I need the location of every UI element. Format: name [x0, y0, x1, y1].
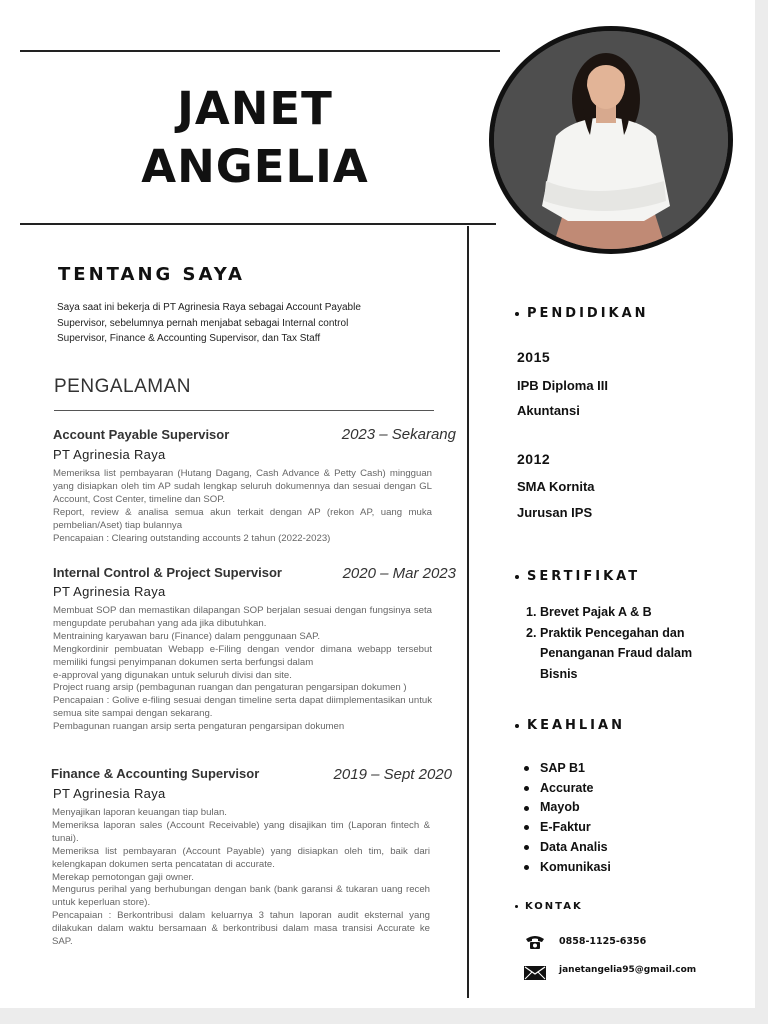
job-title: Finance & Accounting Supervisor	[51, 766, 260, 781]
education-title: PENDIDIKAN	[527, 306, 649, 321]
certificate-list	[526, 602, 726, 684]
bullet-dot	[524, 845, 529, 850]
certificate-line: Bisnis	[540, 666, 578, 681]
skill-item	[524, 798, 611, 818]
skill-list	[524, 759, 611, 877]
skill-name: Data Analis	[540, 839, 608, 854]
job-description	[52, 807, 430, 949]
about-line: Saya saat ini bekerja di PT Agrinesia Raya sebagai Account Payable	[57, 302, 361, 313]
certificate-number: 1.	[526, 605, 537, 619]
job-desc-text: Menyajikan laporan keuangan tiap bulan. Memeriksa laporan sales (Account Receivable) yang disajikan tim (Laporan fintech & tunai). Memeriksa list pembayaran (Account Payable) yang disiapkan oleh tim, baik dari kelengkapan dokumen serta pencatatan di accurate. Merekap pemotongan gaji owner. Mengurus perihal yang berhubungan dengan bank (bank garansi & tukaran uang receh untuk keperluan store). Pencapaian : Berkontribusi dalam keluarnya 3 tahun laporan audit eksternal yang dilakukan dalam waktu bersamaan & berkontribusi dalam masa transisi Accurate ke SAP.	[52, 807, 430, 948]
skill-item	[524, 818, 611, 838]
skill-item	[524, 858, 611, 878]
education-heading	[515, 306, 649, 321]
experience-divider	[54, 410, 434, 411]
about-line: Supervisor, sebelumnya pernah menjabat sebagai Internal control	[57, 317, 349, 329]
job-date: 2020 – Mar 2023	[342, 565, 456, 582]
job-date: 2023 – Sekarang	[341, 426, 456, 443]
bullet-dot	[524, 825, 529, 830]
job-desc-text: Memeriksa list pembayaran (Hutang Dagang, Cash Advance & Petty Cash) mingguan yang disiapkan oleh tim AP sudah lengkap seluruh dokumennya dan sesuai dengan GL Account, Cost Center, timeline dan SOP. Report, review & analisa semua akun terkait dengan AP (rekon AP, uang muka pembelian/Aset) tiap bulannya Pencapaian : Clearing outstanding accounts 2 tahun (2022-2023)	[53, 468, 432, 544]
bullet-dot	[515, 312, 519, 316]
bullet-dot	[524, 865, 529, 870]
job-title: Internal Control & Project Supervisor	[53, 565, 282, 580]
contact-phone[interactable]: 0858-1125-6356	[559, 936, 647, 947]
job-company: PT Agrinesia Raya	[53, 447, 166, 462]
skill-name: SAP B1	[540, 761, 585, 775]
education-year: 2015	[517, 349, 551, 365]
education-school: SMA Kornita	[517, 479, 595, 494]
skill-item	[524, 779, 611, 799]
phone-icon	[524, 934, 546, 950]
contact-email[interactable]: janetangelia95@gmail.com	[559, 965, 697, 975]
bullet-dot	[515, 905, 518, 908]
contact-title: KONTAK	[525, 901, 583, 912]
job-company: PT Agrinesia Raya	[53, 786, 166, 801]
bullet-dot	[524, 766, 529, 771]
about-line: Supervisor, Finance & Accounting Supervisor, dan Tax Staff	[57, 333, 321, 344]
skill-name: Mayob	[540, 800, 580, 815]
skill-name: E-Faktur	[540, 820, 591, 835]
header-bottom-divider	[20, 223, 496, 225]
about-heading: TENTANG SAYA	[58, 264, 245, 285]
bullet-dot	[524, 806, 529, 811]
job-date: 2019 – Sept 2020	[333, 766, 452, 783]
job-description	[53, 468, 432, 545]
education-major: Jurusan IPS	[517, 505, 593, 520]
envelope-icon	[524, 965, 546, 979]
contact-heading	[515, 901, 583, 912]
last-name: ANGELIA	[141, 140, 369, 193]
header-top-divider	[20, 50, 500, 52]
bullet-dot	[515, 575, 519, 579]
profile-photo	[489, 26, 733, 254]
experience-heading: PENGALAMAN	[54, 376, 191, 397]
education-major: Akuntansi	[517, 403, 580, 418]
certificate-name: Brevet Pajak A & B	[540, 605, 652, 619]
certificates-title: SERTIFIKAT	[527, 569, 641, 584]
certificate-item	[526, 602, 726, 623]
job-desc-text: Membuat SOP dan memastikan dilapangan SOP berjalan sesuai dengan fungsinya seta mengupdate perubahan yang ada jika dibutuhkan. Mentraining karyawan baru (Finance) dalam penggunaan SAP. Mengkordinir pembuatan Webapp e-Filing dengan vendor dimana webapp tersebut memiliki fungsi penyimpanan dokumen serta berfungsi dalam e-approval yang digunakan untuk seluruh divisi dan site. Project ruang arsip (pembagunan ruangan dan pengaturan pengarsipan dokumen ) Pencapaian : Golive e-filing sesuai dengan timeline serta dapat diimplementasikan untuk semua site sampai dengan sekarang. Pembagunan ruangan arsip serta pengaturan pengarsipan dokumen	[53, 605, 432, 733]
certificate-line: Praktik Pencegahan dan	[540, 625, 685, 640]
about-text	[57, 300, 387, 347]
skill-item	[524, 759, 611, 779]
certificate-line: Penanganan Fraud dalam	[540, 646, 693, 660]
skill-name: Accurate	[540, 780, 594, 795]
skills-title: KEAHLIAN	[527, 718, 625, 733]
job-company: PT Agrinesia Raya	[53, 584, 166, 599]
certificate-name	[540, 623, 692, 685]
skill-name: Komunikasi	[540, 859, 611, 874]
skill-item	[524, 838, 611, 858]
job-title: Account Payable Supervisor	[53, 427, 230, 442]
bullet-dot	[524, 786, 529, 791]
education-year: 2012	[517, 451, 551, 467]
job-description	[53, 605, 432, 734]
certificate-number: 2.	[526, 625, 537, 640]
column-divider	[467, 226, 469, 998]
certificate-item	[526, 623, 726, 685]
bullet-dot	[515, 724, 519, 728]
education-school: IPB Diploma III	[517, 378, 609, 393]
first-name: JANET	[177, 82, 333, 135]
skills-heading	[515, 718, 625, 733]
certificates-heading	[515, 569, 640, 584]
